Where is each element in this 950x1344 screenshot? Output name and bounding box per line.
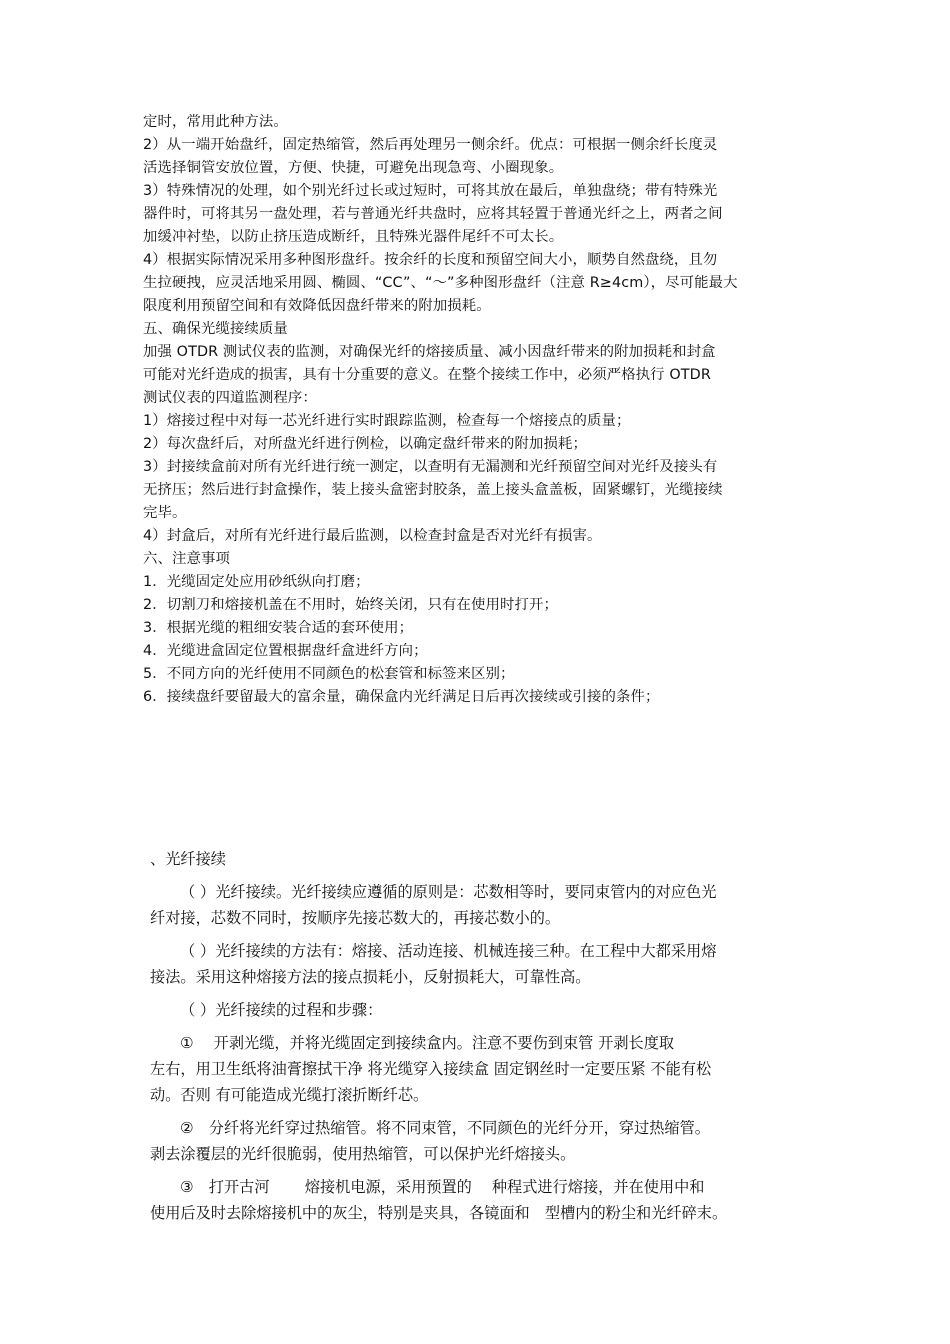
list-item: 5．不同方向的光纤使用不同颜色的松套管和标签来区别； — [143, 666, 515, 682]
list-item: 4．光缆进盒固定位置根据盘纤盒进纤方向； — [143, 643, 428, 659]
text-line: 2）每次盘纤后，对所盘光纤进行例检，以确定盘纤带来的附加损耗； — [143, 436, 587, 452]
section-heading: 、光纤接续 — [150, 850, 226, 868]
text-line: 生拉硬拽，应灵活地采用圆、椭圆、“CC”、“～”多种图形盘纤（注意 R≥4cm），尽可能最大 — [143, 275, 738, 291]
section-heading: 五、确保光缆接续质量 — [143, 321, 288, 337]
text-line: 3）特殊情况的处理，如个别光纤过长或过短时，可将其放在最后，单独盘绕；带有特殊光 — [143, 183, 718, 199]
text-line: 无挤压；然后进行封盒操作，装上接头盒密封胶条，盖上接头盒盖板，固紧螺钉，光缆接续 — [143, 482, 723, 498]
text-line: 1）熔接过程中对每一芯光纤进行实时跟踪监测，检查每一个熔接点的质量； — [143, 413, 631, 429]
step-paragraph — [150, 1115, 820, 1167]
list-item: 3．根据光缆的粗细安装合适的套环使用； — [143, 620, 414, 636]
section-1-text — [143, 111, 819, 709]
text-line: 3）封接续盒前对所有光纤进行统一测定，以查明有无漏测和光纤预留空间对光纤及接头有 — [143, 459, 718, 475]
text-line: （ ）光纤接续的过程和步骤： — [180, 1001, 383, 1019]
text-line: 2）从一端开始盘纤，固定热缩管，然后再处理另一侧余纤。优点：可根据一侧余纤长度灵 — [143, 137, 718, 153]
list-item: 2．切割刀和熔接机盖在不用时，始终关闭，只有在使用时打开； — [143, 597, 558, 613]
text-line: 使用后及时去除熔接机中的灰尘，特别是夹具，各镜面和 型槽内的粉尘和光纤碎末。 — [150, 1204, 728, 1222]
step-paragraph — [150, 1174, 820, 1226]
text-line: ③ 打开古河 熔接机电源，采用预置的 种程式进行熔接，并在使用中和 — [180, 1178, 705, 1196]
section-2-text — [150, 846, 820, 1226]
text-line: 加缓冲衬垫，以防止挤压造成断纤，且特殊光器件尾纤不可太长。 — [143, 229, 564, 245]
list-item: 6．接续盘纤要留最大的富余量，确保盒内光纤满足日后再次接续或引接的条件； — [143, 689, 660, 705]
text-line: ① 开剥光缆，并将光缆固定到接续盒内。注意不要伤到束管 开剥长度取 — [180, 1034, 675, 1052]
paragraph — [150, 997, 820, 1023]
text-line: 限度利用预留空间和有效降低因盘纤带来的附加损耗。 — [143, 298, 491, 314]
text-line: 4）根据实际情况采用多种图形盘纤。按余纤的长度和预留空间大小，顺势自然盘绕，且勿 — [143, 252, 718, 268]
text-line: 测试仪表的四道监测程序： — [143, 390, 317, 406]
text-line: 左右，用卫生纸将油膏擦拭干净 将光缆穿入接续盒 固定钢丝时一定要压紧 不能有松 — [150, 1060, 712, 1078]
text-line: 动。否则 有可能造成光缆打滚折断纤芯。 — [150, 1086, 429, 1104]
step-paragraph — [150, 1030, 820, 1108]
text-line: （ ）光纤接续的方法有：熔接、活动连接、机械连接三种。在工程中大都采用熔 — [180, 942, 717, 960]
section-heading: 六、注意事项 — [143, 551, 230, 567]
paragraph — [150, 938, 820, 990]
text-line: 加强 OTDR 测试仪表的监测，对确保光纤的熔接质量、减小因盘纤带来的附加损耗和封盒 — [143, 344, 716, 360]
text-line: ② 分纤将光纤穿过热缩管。将不同束管，不同颜色的光纤分开，穿过热缩管。 — [180, 1119, 710, 1137]
text-line: 器件时，可将其另一盘处理，若与普通光纤共盘时，应将其轻置于普通光纤之上，两者之间 — [143, 206, 723, 222]
text-line: 剥去涂覆层的光纤很脆弱，使用热缩管，可以保护光纤熔接头。 — [150, 1145, 576, 1163]
text-line: （ ）光纤接续。光纤接续应遵循的原则是：芯数相等时，要同束管内的对应色光 — [180, 883, 717, 901]
text-line: 纤对接，芯数不同时，按顺序先接芯数大的，再接芯数小的。 — [150, 909, 561, 927]
text-line: 接法。采用这种熔接方法的接点损耗小，反射损耗大，可靠性高。 — [150, 968, 591, 986]
text-line: 4）封盒后，对所有光纤进行最后监测，以检查封盒是否对光纤有损害。 — [143, 528, 602, 544]
text-line: 活选择铜管安放位置，方便、快捷，可避免出现急弯、小圈现象。 — [143, 160, 564, 176]
list-item: 1．光缆固定处应用砂纸纵向打磨； — [143, 574, 370, 590]
text-line: 可能对光纤造成的损害，具有十分重要的意义。在整个接续工作中，必须严格执行 OTDR — [143, 367, 711, 383]
paragraph — [150, 879, 820, 931]
text-line: 定时，常用此种方法。 — [143, 114, 288, 130]
text-line: 完毕。 — [143, 505, 187, 521]
